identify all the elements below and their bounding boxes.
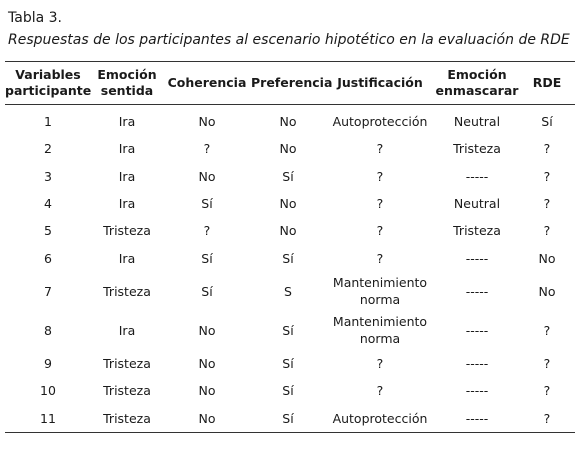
cell-emocion-enmascarar: Neutral: [453, 196, 501, 212]
cell-rde: ?: [543, 322, 551, 338]
cell-justificacion-line2: norma: [359, 292, 401, 308]
cell-justificacion: ?: [376, 168, 384, 184]
table-row: [5, 272, 575, 311]
cell-rde: ?: [543, 141, 551, 157]
header-emocion-enmascarar-line1: Emoción: [447, 67, 507, 82]
cell-emocion-enmascarar: Tristeza: [453, 223, 501, 239]
table-caption-label: Tabla 3.: [8, 10, 62, 26]
cell-emocion-enmascarar: -----: [465, 250, 489, 266]
cell-coherencia: No: [163, 404, 251, 432]
cell-justificacion-line1: Mantenimiento: [332, 314, 428, 330]
cell-justificacion: ?: [376, 223, 384, 239]
cell-preferencia: Sí: [282, 322, 294, 338]
cell-emocion-enmascarar: -----: [465, 355, 489, 371]
cell-rde: Sí: [541, 114, 553, 130]
cell-coherencia: Sí: [201, 283, 213, 299]
cell-preferencia: Sí: [282, 383, 294, 399]
table-row: [5, 217, 575, 244]
cell-preferencia: No: [279, 196, 297, 212]
cell-emocion-enmascarar: Neutral: [453, 114, 501, 130]
cell-justificacion-line2: norma: [359, 331, 401, 347]
table-row: [5, 311, 575, 350]
cell-justificacion: Autoprotección: [332, 114, 428, 130]
cell-emocion-enmascarar: Tristeza: [453, 141, 501, 157]
cell-emocion-sentida: Ira: [118, 322, 136, 338]
cell-emocion-sentida: Tristeza: [103, 383, 151, 399]
cell-preferencia: Sí: [282, 168, 294, 184]
table-body: [5, 105, 575, 433]
cell-emocion-sentida: Ira: [118, 250, 136, 266]
cell-emocion-enmascarar: -----: [465, 322, 489, 338]
cell-participante: 9: [44, 355, 52, 371]
table-row: [5, 350, 575, 377]
header-row: [5, 62, 575, 105]
table-caption-title: Respuestas de los participantes al escenario hipotético en la evaluación de RDE: [8, 32, 570, 48]
cell-coherencia: ?: [203, 141, 211, 157]
cell-justificacion: ?: [376, 383, 384, 399]
cell-participante: 4: [44, 196, 52, 212]
cell-justificacion: [325, 311, 435, 350]
cell-coherencia: ?: [203, 223, 211, 239]
cell-preferencia: Sí: [282, 250, 294, 266]
header-emocion-sentida: [91, 62, 163, 105]
cell-rde: No: [538, 283, 556, 299]
table-header: [5, 62, 575, 105]
cell-preferencia: S: [284, 283, 292, 299]
cell-justificacion: [325, 272, 435, 311]
cell-participante: 5: [44, 223, 52, 239]
cell-coherencia: Sí: [201, 196, 213, 212]
cell-coherencia: No: [198, 114, 216, 130]
cell-emocion-sentida: Tristeza: [103, 283, 151, 299]
cell-emocion-enmascarar: -----: [465, 283, 489, 299]
cell-justificacion-line1: Mantenimiento: [332, 275, 428, 291]
header-emocion-sentida-line1: Emoción: [97, 67, 157, 82]
header-coherencia: [163, 62, 251, 105]
cell-justificacion: ?: [376, 250, 384, 266]
header-justificacion: [325, 62, 435, 105]
table-row: [5, 404, 575, 432]
cell-coherencia: No: [198, 168, 216, 184]
header-preferencia: [251, 62, 333, 105]
cell-emocion-sentida: Tristeza: [103, 355, 151, 371]
cell-coherencia: No: [198, 355, 216, 371]
cell-participante: 10: [40, 383, 56, 399]
results-table: [5, 61, 575, 433]
header-emocion-enmascarar: [435, 62, 519, 105]
cell-coherencia: No: [198, 383, 216, 399]
header-preferencia-label: Preferencia: [251, 75, 333, 90]
cell-emocion-enmascarar: -----: [465, 383, 489, 399]
cell-emocion-enmascarar: -----: [465, 168, 489, 184]
table-row: [5, 377, 575, 404]
cell-emocion-sentida: Ira: [118, 196, 136, 212]
cell-participante: 7: [44, 283, 52, 299]
cell-participante: 6: [44, 250, 52, 266]
header-emocion-sentida-line2: sentida: [100, 83, 154, 98]
cell-preferencia: No: [279, 223, 297, 239]
cell-coherencia: No: [198, 322, 216, 338]
header-participante-line2: participante: [5, 83, 92, 98]
header-coherencia-label: Coherencia: [167, 75, 247, 90]
cell-justificacion: ?: [376, 196, 384, 212]
cell-participante: 3: [44, 168, 52, 184]
cell-participante: 8: [44, 322, 52, 338]
cell-emocion-sentida: Tristeza: [103, 223, 151, 239]
header-rde-label: RDE: [532, 75, 562, 90]
table-row: [5, 135, 575, 162]
cell-rde: ?: [543, 168, 551, 184]
cell-preferencia: Sí: [282, 355, 294, 371]
cell-participante: 2: [44, 141, 52, 157]
table-row: [5, 163, 575, 190]
cell-justificacion: ?: [376, 355, 384, 371]
table-row: [5, 105, 575, 136]
cell-emocion-sentida: Ira: [118, 114, 136, 130]
cell-preferencia: Sí: [251, 404, 325, 432]
table-row: [5, 244, 575, 271]
cell-justificacion: ?: [376, 141, 384, 157]
cell-emocion-sentida: Ira: [118, 168, 136, 184]
cell-coherencia: Sí: [201, 250, 213, 266]
header-justificacion-label: Justificación: [337, 75, 423, 90]
cell-participante: 11: [5, 404, 91, 432]
cell-rde: ?: [519, 404, 575, 432]
header-rde: [519, 62, 575, 105]
cell-emocion-sentida: Ira: [118, 141, 136, 157]
cell-emocion-enmascarar: -----: [435, 404, 519, 432]
header-emocion-enmascarar-line2: enmascarar: [435, 83, 519, 98]
cell-participante: 1: [44, 114, 52, 130]
header-participante: [5, 62, 91, 105]
cell-rde: No: [538, 250, 556, 266]
cell-emocion-sentida: Tristeza: [91, 404, 163, 432]
cell-preferencia: No: [279, 114, 297, 130]
cell-rde: ?: [543, 355, 551, 371]
cell-rde: ?: [543, 196, 551, 212]
header-participante-line1: Variables: [15, 67, 81, 82]
table-row: [5, 190, 575, 217]
cell-preferencia: No: [279, 141, 297, 157]
cell-rde: ?: [543, 383, 551, 399]
cell-rde: ?: [543, 223, 551, 239]
cell-justificacion: Autoprotección: [325, 404, 435, 432]
